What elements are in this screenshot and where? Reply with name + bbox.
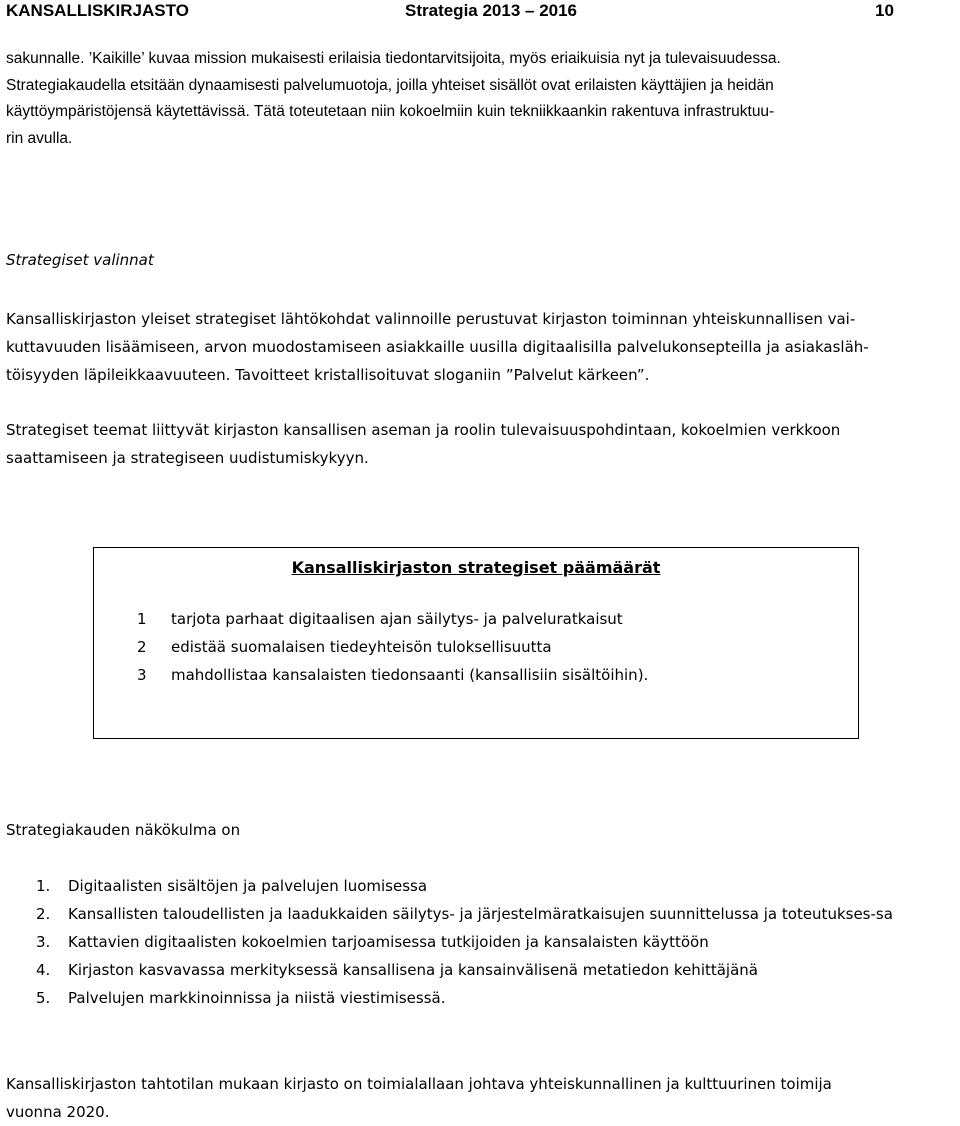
perspective-item <box>36 872 956 900</box>
strategic-goals-title: Kansalliskirjaston strategiset päämäärät <box>291 558 661 577</box>
strategic-goals-list <box>137 605 648 689</box>
goal-item <box>137 633 648 661</box>
perspective-text: Kirjaston kasvavassa merkityksessä kansallisena ja kansainvälisenä metatiedon kehittäjänä <box>68 961 758 979</box>
paragraph-line: kuttavuuden lisäämiseen, arvon muodostamiseen asiakkaille uusilla digitaalisilla palvelukonsepteilla ja asiakasläh- <box>6 338 869 356</box>
strategic-choices-paragraph-1 <box>6 305 954 389</box>
strategy-perspective-list <box>36 872 956 1012</box>
header-organization: KANSALLISKIRJASTO <box>6 1 189 20</box>
goal-item <box>137 661 648 689</box>
strategy-perspective-heading: Strategiakauden näkökulma on <box>6 821 241 839</box>
paragraph-line: vuonna 2020. <box>6 1103 110 1121</box>
goal-text: mahdollistaa kansalaisten tiedonsaanti (kansallisiin sisältöihin). <box>171 666 649 684</box>
goal-number: 2 <box>137 638 147 656</box>
paragraph-line: Kansalliskirjaston tahtotilan mukaan kirjasto on toimialallaan johtava yhteiskunnallinen ja kulttuurinen toimija <box>6 1075 832 1093</box>
perspective-text: Kattavien digitaalisten kokoelmien tarjoamisessa tutkijoiden ja kansalaisten käyttöön <box>68 933 709 951</box>
paragraph-line: töisyyden läpileikkaavuuteen. Tavoitteet kristallisoituvat sloganiin ”Palvelut kärkeen”. <box>6 366 650 384</box>
perspective-item <box>36 928 956 956</box>
perspective-item <box>36 956 956 984</box>
header-document-title: Strategia 2013 – 2016 <box>405 1 578 20</box>
goal-item <box>137 605 648 633</box>
intro-line: sakunnalle. ’Kaikille’ kuvaa mission mukaisesti erilaisia tiedontarvitsijoita, myös eriaikuisia nyt ja tulevaisuudessa. <box>6 50 781 67</box>
perspective-number: 4. <box>36 961 51 979</box>
strategic-choices-heading: Strategiset valinnat <box>6 251 154 269</box>
goal-text: edistää suomalaisen tiedeyhteisön tuloksellisuutta <box>171 638 552 656</box>
page-number: 10 <box>875 1 894 20</box>
perspective-number: 3. <box>36 933 51 951</box>
perspective-text: Palvelujen markkinoinnissa ja niistä viestimisessä. <box>68 989 446 1007</box>
intro-line: Strategiakaudella etsitään dynaamisesti palvelumuotoja, joilla yhteiset sisällöt ovat erilaisten käyttäjien ja heidän <box>6 76 774 94</box>
paragraph-line: Kansalliskirjaston yleiset strategiset lähtökohdat valinnoille perustuvat kirjaston toiminnan yhteiskunnallisen vai- <box>6 310 856 328</box>
perspective-item <box>36 984 956 1012</box>
perspective-number: 5. <box>36 989 51 1007</box>
intro-line: rin avulla. <box>6 129 73 147</box>
goal-text: tarjota parhaat digitaalisen ajan säilytys- ja palveluratkaisut <box>171 610 623 628</box>
perspective-item <box>36 900 956 928</box>
strategic-choices-paragraph-2 <box>6 416 954 472</box>
strategic-goals-box <box>93 547 859 739</box>
vision-paragraph <box>6 1070 954 1126</box>
intro-line: käyttöympäristöjensä käytettävissä. Tätä toteutetaan niin kokoelmiin kuin tekniikkaankin rakentuva infrastruktuu- <box>6 103 775 120</box>
intro-paragraph <box>6 46 954 152</box>
perspective-number: 1. <box>36 877 51 895</box>
perspective-text: Kansallisten taloudellisten ja laadukkaiden säilytys- ja järjestelmäratkaisujen suunnittelussa ja toteutukses-sa <box>68 905 893 923</box>
perspective-number: 2. <box>36 905 51 923</box>
perspective-text: Digitaalisten sisältöjen ja palvelujen luomisessa <box>68 877 428 895</box>
goal-number: 1 <box>137 610 147 628</box>
paragraph-line: Strategiset teemat liittyvät kirjaston kansallisen aseman ja roolin tulevaisuuspohdintaan, kokoelmien verkkoon <box>6 421 841 439</box>
paragraph-line: saattamiseen ja strategiseen uudistumiskykyyn. <box>6 449 369 467</box>
goal-number: 3 <box>137 666 147 684</box>
